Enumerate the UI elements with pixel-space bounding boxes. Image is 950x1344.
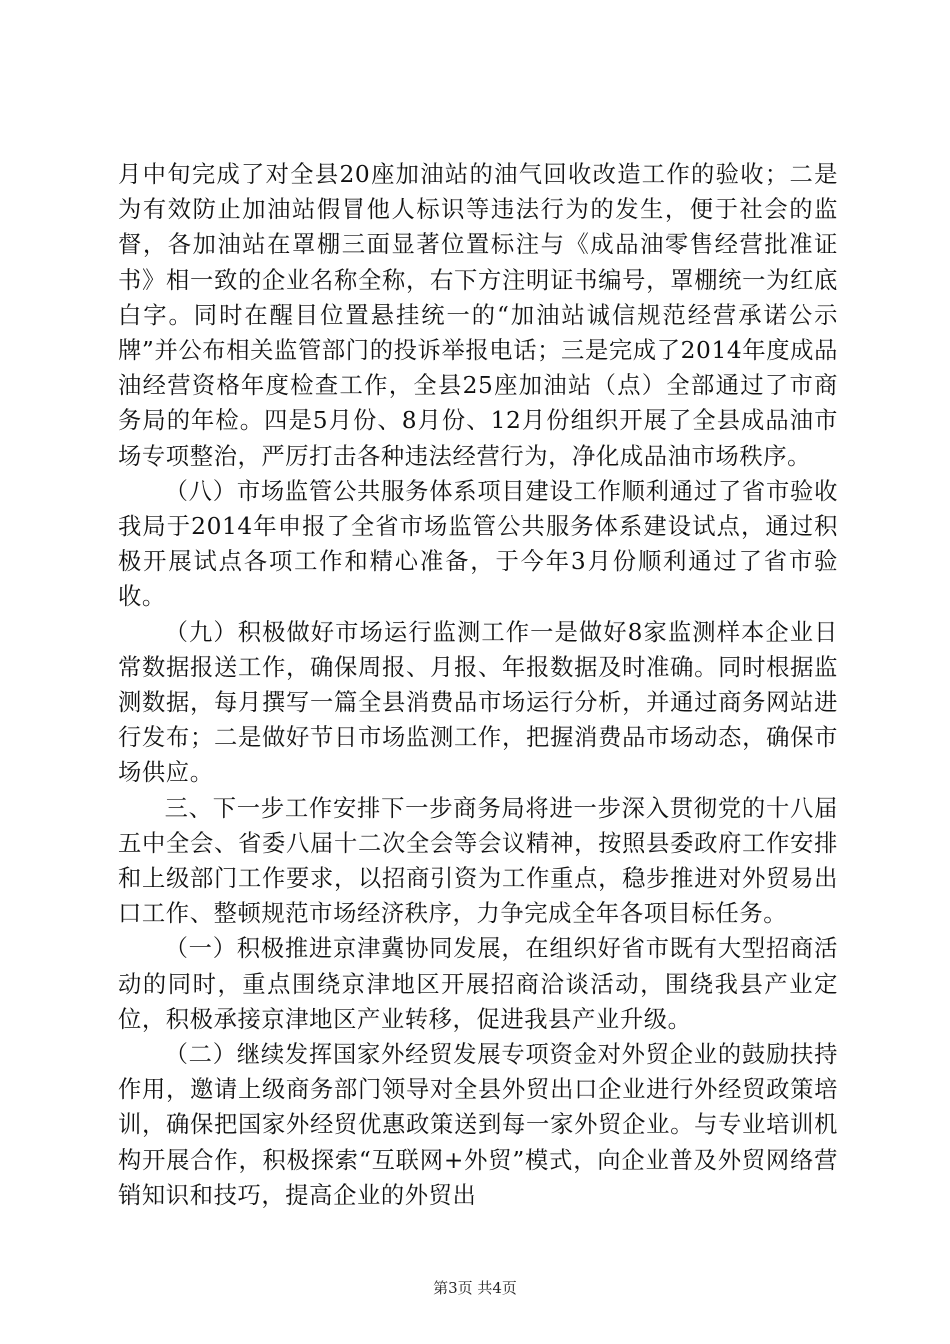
paragraph-section-8: （八）市场监管公共服务体系项目建设工作顺利通过了省市验收我局于2014年申报了全省市场监管公共服务体系建设试点，通过积极开展试点各项工作和精心准备，于今年3月份顺利通过了省市验收。 [118,477,838,611]
page-number-label: 第3页 共4页 [433,1279,517,1297]
document-body [118,157,838,1213]
page-footer [0,1277,950,1298]
paragraph-item-1: （一）积极推进京津冀协同发展，在组织好省市既有大型招商活动的同时，重点围绕京津地区开展招商洽谈活动，围绕我县产业定位，积极承接京津地区产业转移，促进我县产业升级。 [118,935,838,1033]
paragraph-next-steps: 三、下一步工作安排下一步商务局将进一步深入贯彻党的十八届五中全会、省委八届十二次全会等会议精神，按照县委政府工作安排和上级部门工作要求，以招商引资为工作重点，稳步推进对外贸易出口工作、整顿规范市场经济秩序，力争完成全年各项目标任务。 [118,794,838,928]
paragraph-continuation: 月中旬完成了对全县20座加油站的油气回收改造工作的验收；二是为有效防止加油站假冒他人标识等违法行为的发生，便于社会的监督，各加油站在罩棚三面显著位置标注与《成品油零售经营批准证书》相一致的企业名称全称，右下方注明证书编号，罩棚统一为红底白字。同时在醒目位置悬挂统一的“加油站诚信规范经营承诺公示牌”并公布相关监管部门的投诉举报电话；三是完成了2014年度成品油经营资格年度检查工作，全县25座加油站（点）全部通过了市商务局的年检。四是5月份、8月份、12月份组织开展了全县成品油市场专项整治，严厉打击各种违法经营行为，净化成品油市场秩序。 [118,161,838,470]
paragraph-section-9: （九）积极做好市场运行监测工作一是做好8家监测样本企业日常数据报送工作，确保周报、月报、年报数据及时准确。同时根据监测数据，每月撰写一篇全县消费品市场运行分析，并通过商务网站进行发布；二是做好节日市场监测工作，把握消费品市场动态，确保市场供应。 [118,618,838,787]
paragraph-item-2: （二）继续发挥国家外经贸发展专项资金对外贸企业的鼓励扶持作用，邀请上级商务部门领导对全县外贸出口企业进行外经贸政策培训，确保把国家外经贸优惠政策送到每一家外贸企业。与专业培训机构开展合作，积极探索“互联网+外贸”模式，向企业普及外贸网络营销知识和技巧，提高企业的外贸出 [118,1041,838,1209]
